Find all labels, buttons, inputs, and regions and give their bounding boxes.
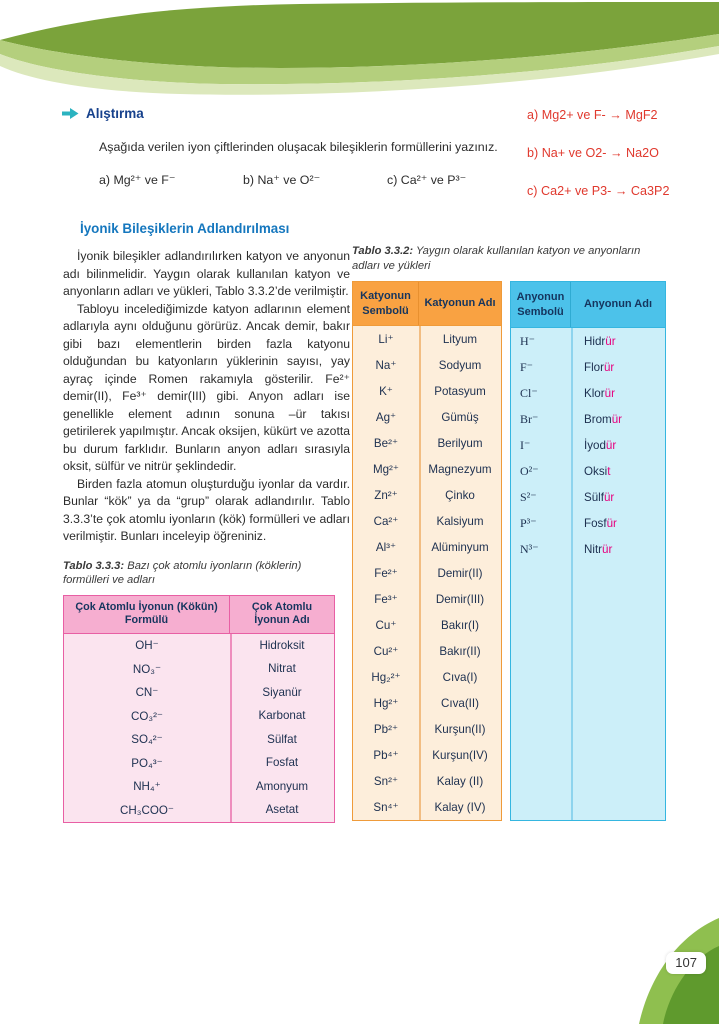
polyatomic-name: Karbonat: [258, 709, 306, 723]
anion-symbol: O²⁻: [520, 463, 539, 478]
cation-name: Demir(II): [437, 566, 483, 580]
cation-row: [353, 612, 501, 638]
polyatomic-table-body: [64, 634, 334, 822]
polyatomic-name: Sülfat: [267, 732, 297, 746]
page-number: 107: [666, 952, 706, 974]
cation-name: Sodyum: [438, 358, 482, 372]
exercise-intro: Aşağıda verilen iyon çiftlerinden oluşacak bileşiklerin formüllerini yazınız.: [99, 140, 498, 154]
polyatomic-name: Nitrat: [268, 662, 296, 676]
anion-name-base: Flor: [584, 360, 604, 374]
anion-table: [510, 281, 666, 821]
anion-symbol: F⁻: [520, 359, 534, 374]
cation-row: [353, 430, 501, 456]
cation-name: Kalay (II): [436, 774, 484, 788]
polyatomic-row: [64, 657, 334, 681]
table-3-3-3-caption-text: Bazı çok atomlu iyonların (köklerin) formülleri ve adları: [63, 559, 302, 586]
cation-name: Lityum: [442, 332, 478, 346]
cation-name: Potasyum: [434, 384, 486, 398]
cation-symbol: Hg²⁺: [373, 697, 399, 710]
table-3-3-2-caption-label: Tablo 3.3.2:: [352, 245, 414, 257]
anion-name-suffix: ür: [603, 360, 615, 374]
anion-name-suffix: ür: [605, 334, 616, 348]
cation-name: Berilyum: [437, 436, 483, 450]
anion-row: [511, 354, 665, 380]
anion-symbol: I⁻: [520, 437, 531, 452]
polyatomic-header-name: Çok Atomlu İyonun Adı: [251, 600, 313, 626]
cation-name: Bakır(I): [440, 618, 479, 632]
cation-row: [353, 456, 501, 482]
body-paragraph-2: Tabloyu incelediğimizde katyon adlarının element adlarıyla aynı olduğunu görürüz. Ancak demir, bakır gibi bazı elementlerin birden fazla katyonu olduğundan bu katyonların yüklerinin sayısı, yay ayraç içinde Romen rakamıyla gösterilir. Fe²⁺ demir(II), Fe³⁺ demir(III) gibi. Anyon adları ise genellikle element adının sonuna –ür takısı getirilerek yapılmıştır. Ancak oksijen, kükürt ve azotta bu durum farklıdır. Bunların anyon adları sırasıyla oksit, sülfür ve nitrür şeklindedir.: [63, 301, 350, 473]
anion-symbol: N³⁻: [520, 541, 539, 556]
polyatomic-ion-table: [63, 595, 335, 823]
cation-symbol: Al³⁺: [375, 541, 397, 554]
cation-row: [353, 716, 501, 742]
polyatomic-row: [64, 634, 334, 658]
cation-name: Gümüş: [441, 410, 479, 424]
cation-row: [353, 534, 501, 560]
body-paragraph-1: İyonik bileşikler adlandırılırken katyon ve anyonun adı bilinmelidir. Yaygın olarak kullanılan katyon ve anyonların adları ve yükleri, Tablo 3.3.2’de verilmiştir.: [63, 249, 350, 298]
polyatomic-row: [64, 775, 334, 799]
polyatomic-row: [64, 798, 334, 822]
anion-name-suffix: ür: [603, 490, 615, 504]
anion-name-suffix: t: [607, 464, 611, 478]
anion-name: [571, 484, 665, 510]
polyatomic-name: Fosfat: [265, 756, 299, 770]
anion-name-suffix: ür: [602, 542, 613, 556]
anion-row: [511, 510, 665, 536]
anion-header-name: Anyonun Adı: [583, 298, 653, 311]
cation-name: Cıva(II): [440, 696, 479, 710]
cation-symbol: Pb⁴⁺: [373, 749, 399, 762]
anion-name-base: Sülf: [584, 490, 604, 504]
cation-row: [353, 482, 501, 508]
anion-name-suffix: ür: [605, 438, 617, 452]
left-column: [63, 248, 350, 823]
polyatomic-formula: SO₄²⁻: [131, 733, 163, 747]
anion-symbol: Cl⁻: [520, 385, 538, 400]
polyatomic-name: Siyanür: [262, 685, 302, 699]
cation-row: [353, 326, 501, 352]
cation-header-symbol: Katyonun Sembolü: [353, 282, 419, 325]
polyatomic-header-formula: Çok Atomlu İyonun (Kökün) Formülü: [64, 596, 230, 633]
cation-name: Cıva(I): [442, 670, 478, 684]
cation-name: Alüminyum: [431, 540, 489, 554]
anion-row: [511, 458, 665, 484]
table-3-3-2-caption: [352, 244, 666, 273]
anion-name-base: Hidr: [584, 334, 606, 348]
polyatomic-row: [64, 681, 334, 705]
anion-name-suffix: ür: [611, 412, 623, 426]
cation-symbol: Be²⁺: [373, 437, 399, 450]
cation-symbol: Na⁺: [375, 359, 397, 372]
anion-name: [571, 510, 665, 536]
anion-table-header: [511, 282, 665, 328]
anion-row: [511, 328, 665, 354]
cation-row: [353, 404, 501, 430]
anion-symbol: P³⁻: [520, 515, 537, 530]
right-column: [352, 244, 666, 821]
cation-row: [353, 742, 501, 768]
cation-symbol: Sn⁴⁺: [373, 801, 399, 814]
cation-symbol: Pb²⁺: [373, 723, 399, 736]
polyatomic-formula: NH₄⁺: [133, 780, 161, 794]
cation-name: Magnezyum: [428, 462, 492, 476]
anion-row: [511, 536, 665, 562]
cation-symbol: Hg₂²⁺: [371, 671, 401, 684]
cation-row: [353, 794, 501, 820]
anion-row: [511, 406, 665, 432]
cation-row: [353, 508, 501, 534]
body-paragraph-3: Birden fazla atomun oluşturduğu iyonlar da vardır. Bunlar “kök” ya da “grup” olarak adlandırılır. Tablo 3.3.3’te çok atomlu iyonların (kök) formülleri ve adları verilmiştir. Bunları inceleyip öğreniniz.: [63, 476, 350, 543]
cation-name: Kurşun(II): [434, 722, 486, 736]
exercise-arrow-icon: [62, 107, 79, 120]
cation-symbol: K⁺: [379, 385, 393, 398]
anion-name: [571, 354, 665, 380]
answer-line: a) Mg2+ ve F- → MgF2: [527, 108, 658, 122]
anion-name: [571, 458, 665, 484]
anion-header-symbol: Anyonun Sembolü: [511, 282, 571, 327]
cation-table-header: [353, 282, 501, 326]
polyatomic-name: Hidroksit: [259, 638, 305, 652]
cation-row: [353, 586, 501, 612]
anion-row: [511, 380, 665, 406]
anion-name: [571, 406, 665, 432]
anion-row: [511, 432, 665, 458]
answer-line: c) Ca2+ ve P3- → Ca3P2: [527, 184, 670, 198]
exercise-item: c) Ca²⁺ ve P³⁻: [387, 173, 467, 187]
cation-row: [353, 664, 501, 690]
cation-symbol: Sn²⁺: [373, 775, 399, 788]
anion-name-suffix: ür: [604, 386, 615, 400]
cation-row: [353, 768, 501, 794]
cation-symbol: Cu²⁺: [373, 645, 399, 658]
cation-symbol: Cu⁺: [375, 619, 397, 632]
anion-name-base: Klor: [584, 386, 605, 400]
anion-symbol: H⁻: [520, 333, 535, 348]
header-wave-decoration: [0, 0, 719, 110]
polyatomic-formula: OH⁻: [135, 639, 159, 653]
polyatomic-formula: CH₃COO⁻: [120, 803, 174, 817]
polyatomic-formula: PO₄³⁻: [131, 756, 163, 770]
cation-name: Çinko: [445, 488, 475, 502]
polyatomic-row: [64, 751, 334, 775]
exercise-heading: [62, 106, 144, 121]
anion-symbol: Br⁻: [520, 411, 539, 426]
cation-symbol: Ca²⁺: [373, 515, 399, 528]
cation-name: Demir(III): [435, 592, 485, 606]
polyatomic-name: Asetat: [265, 803, 299, 817]
table-3-3-3-caption-label: Tablo 3.3.3:: [63, 559, 125, 572]
anion-name-base: Brom: [584, 412, 612, 426]
exercise-item: a) Mg²⁺ ve F⁻: [99, 173, 176, 187]
polyatomic-name: Amonyum: [255, 779, 309, 793]
cation-symbol: Zn²⁺: [374, 489, 398, 502]
anion-name: [571, 380, 665, 406]
anion-name-base: Nitr: [584, 542, 603, 556]
table-3-3-2-caption-text: Yaygın olarak kullanılan katyon ve anyonların adları ve yükleri: [352, 245, 641, 272]
anion-name: [571, 432, 665, 458]
cation-symbol: Ag⁺: [375, 411, 397, 424]
polyatomic-formula: NO₃⁻: [132, 662, 162, 676]
anion-name-base: Oksi: [584, 464, 608, 478]
cation-name: Kalay (IV): [434, 800, 486, 814]
anion-symbol: S²⁻: [520, 489, 537, 504]
answer-line: b) Na+ ve O2- → Na2O: [527, 146, 659, 160]
cation-row: [353, 560, 501, 586]
cation-row: [353, 690, 501, 716]
table-3-3-3-caption: [63, 559, 350, 588]
anion-table-body: [511, 328, 665, 820]
cation-header-name: Katyonun Adı: [424, 297, 496, 310]
anion-row: [511, 484, 665, 510]
anion-name: [571, 536, 665, 562]
cation-symbol: Li⁺: [378, 333, 394, 346]
cation-name: Bakır(II): [439, 644, 481, 658]
ion-tables-row: [352, 281, 666, 821]
anion-name-base: Fosf: [584, 516, 607, 530]
anion-name-suffix: ür: [606, 516, 617, 530]
cation-table: [352, 281, 502, 821]
exercise-item: b) Na⁺ ve O²⁻: [243, 173, 321, 187]
exercise-items: [99, 172, 466, 187]
anion-name-base: İyod: [584, 438, 606, 452]
cation-symbol: Mg²⁺: [372, 463, 400, 476]
exercise-label: Alıştırma: [86, 106, 144, 121]
cation-table-body: [353, 326, 501, 820]
cation-row: [353, 638, 501, 664]
polyatomic-row: [64, 704, 334, 728]
polyatomic-formula: CO₃²⁻: [130, 709, 164, 723]
cation-row: [353, 352, 501, 378]
cation-symbol: Fe³⁺: [374, 593, 398, 606]
polyatomic-formula: CN⁻: [135, 686, 159, 700]
section-title: İyonik Bileşiklerin Adlandırılması: [80, 221, 290, 236]
cation-symbol: Fe²⁺: [374, 567, 398, 580]
polyatomic-table-header: [64, 596, 334, 634]
cation-name: Kalsiyum: [436, 514, 484, 528]
cation-row: [353, 378, 501, 404]
exercise-answers: [527, 108, 669, 222]
cation-name: Kurşun(IV): [432, 748, 488, 762]
anion-name: [571, 328, 665, 354]
polyatomic-row: [64, 728, 334, 752]
